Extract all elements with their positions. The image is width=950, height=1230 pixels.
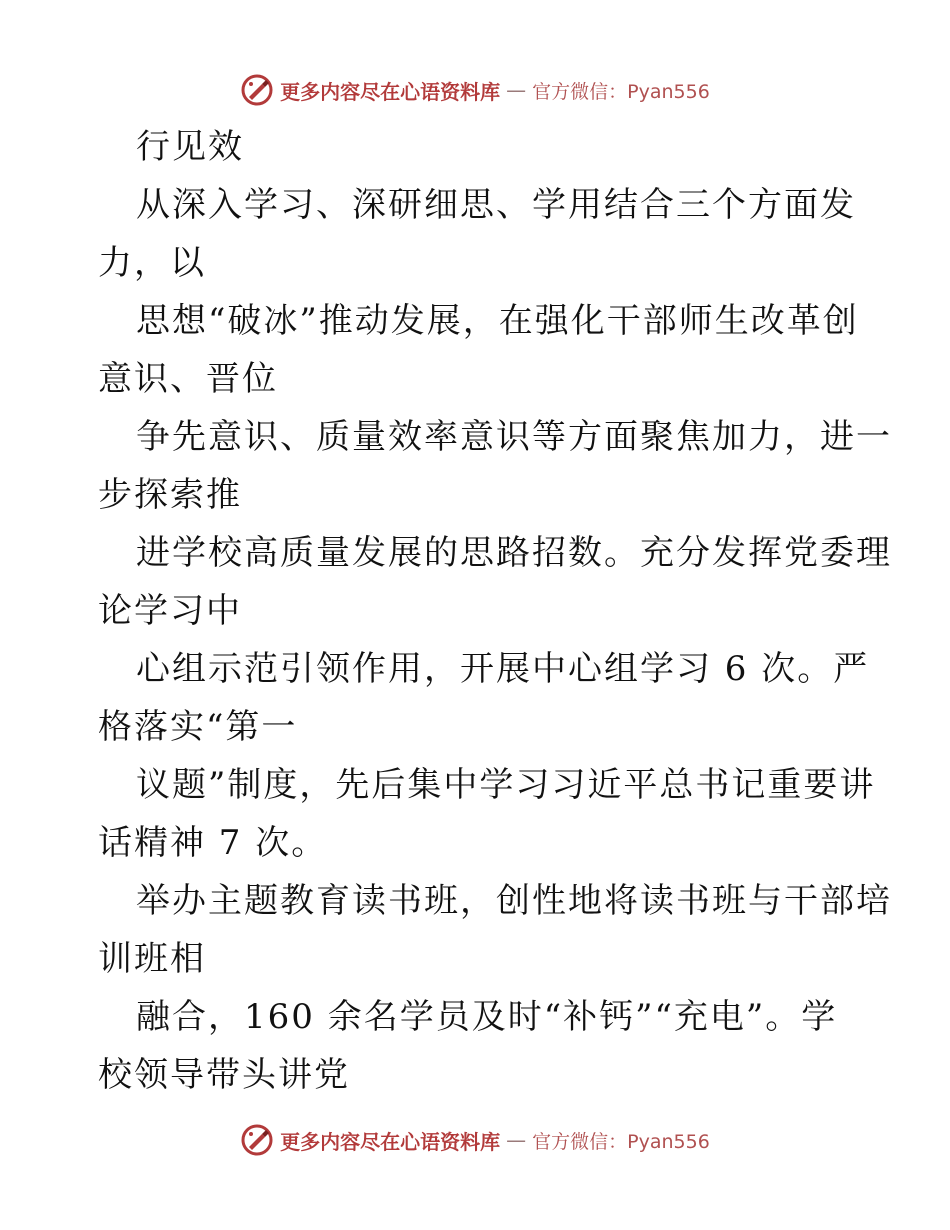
brand-separator: — [506, 78, 527, 102]
body-line: 融合，160 余名学员及时“补钙”“充电”。学 [136, 997, 838, 1037]
body-line: 意识、晋位 [98, 359, 278, 399]
body-line: 进学校高质量发展的思路招数。充分发挥党委理 [136, 533, 892, 573]
wechat-text: 官方微信：Pyan556 [532, 1130, 710, 1153]
body-line: 从深入学习、深研细思、学用结合三个方面发 [136, 185, 856, 225]
body-line: 争先意识、质量效率意识等方面聚焦加力，进一 [136, 417, 892, 457]
body-line: 行见效 [136, 127, 244, 167]
body-line: 力，以 [98, 243, 206, 283]
body-line: 步探索推 [98, 475, 242, 515]
body-line: 举办主题教育读书班，创性地将读书班与干部培 [136, 881, 892, 921]
brand-text: 更多内容尽在心语资料库 [280, 79, 501, 104]
footer-watermark-banner [0, 1120, 950, 1160]
pen-logo-icon [240, 1123, 274, 1157]
header-watermark-banner [0, 70, 950, 110]
document-body [98, 118, 892, 1104]
body-line: 话精神 7 次。 [98, 823, 328, 863]
body-line: 思想“破冰”推动发展，在强化干部师生改革创 [136, 301, 859, 341]
pen-logo-icon [240, 73, 274, 107]
body-line: 格落实“第一 [98, 707, 298, 747]
brand-text: 更多内容尽在心语资料库 [280, 1129, 501, 1154]
body-line: 论学习中 [98, 591, 242, 631]
body-line: 议题”制度，先后集中学习习近平总书记重要讲 [136, 765, 876, 805]
wechat-text: 官方微信：Pyan556 [532, 80, 710, 103]
body-line: 心组示范引领作用，开展中心组学习 6 次。严 [136, 649, 870, 689]
brand-separator: — [506, 1128, 527, 1152]
body-line: 训班相 [98, 939, 206, 979]
body-line: 校领导带头讲党 [98, 1055, 350, 1095]
